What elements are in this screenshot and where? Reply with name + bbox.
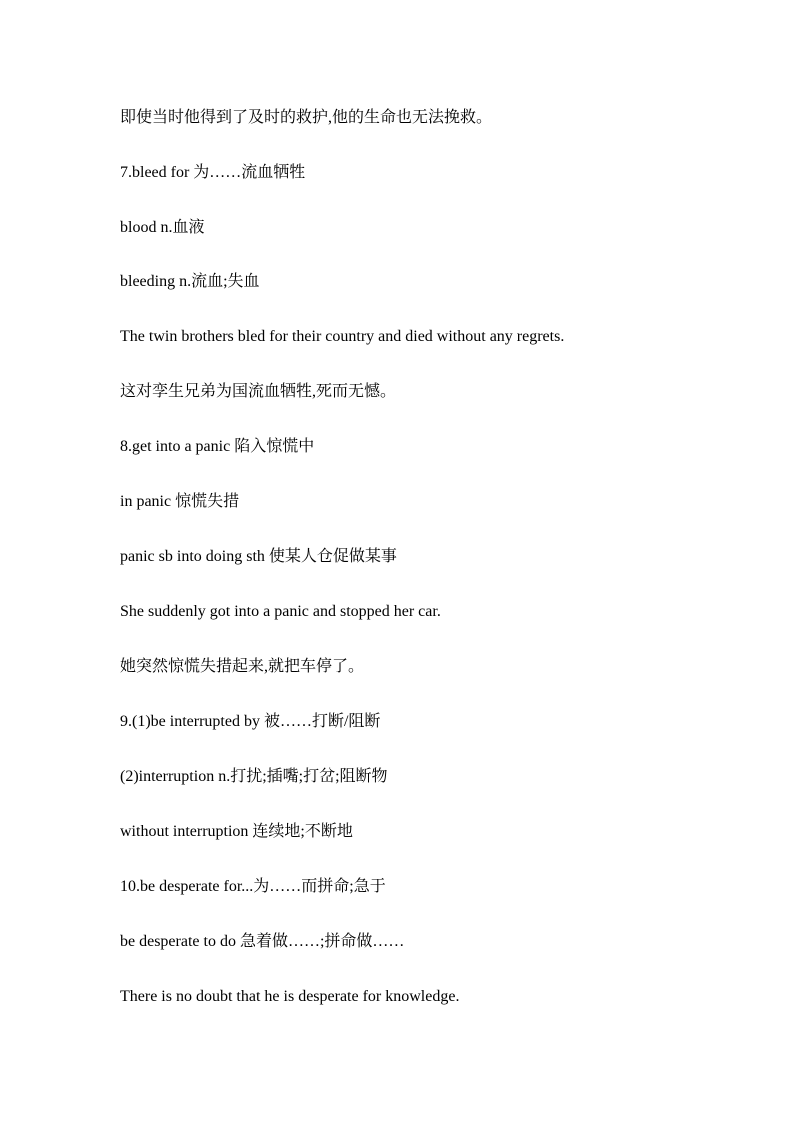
text-line: 她突然惊慌失措起来,就把车停了。 [120, 658, 365, 675]
text-line: in panic 惊慌失措 [120, 493, 240, 510]
text-line: She suddenly got into a panic and stopped her car. [120, 603, 441, 620]
text-line: 8.get into a panic 陷入惊慌中 [120, 438, 315, 455]
text-line: There is no doubt that he is desperate for knowledge. [120, 988, 460, 1005]
text-line: bleeding n.流血;失血 [120, 273, 260, 290]
text-line: (2)interruption n.打扰;插嘴;打岔;阻断物 [120, 768, 388, 785]
text-line: 7.bleed for 为……流血牺牲 [120, 164, 306, 181]
text-line: blood n.血液 [120, 219, 205, 236]
text-line: panic sb into doing sth 使某人仓促做某事 [120, 548, 397, 565]
text-line: 10.be desperate for...为……而拼命;急于 [120, 878, 386, 895]
text-line: 即使当时他得到了及时的救护,他的生命也无法挽救。 [120, 109, 493, 126]
text-line: be desperate to do 急着做……;拼命做…… [120, 933, 405, 950]
text-line: 这对孪生兄弟为国流血牺牲,死而无憾。 [120, 383, 397, 400]
text-line: The twin brothers bled for their country and died without any regrets. [120, 328, 565, 345]
text-line: without interruption 连续地;不断地 [120, 823, 353, 840]
text-line: 9.(1)be interrupted by 被……打断/阻断 [120, 713, 381, 730]
